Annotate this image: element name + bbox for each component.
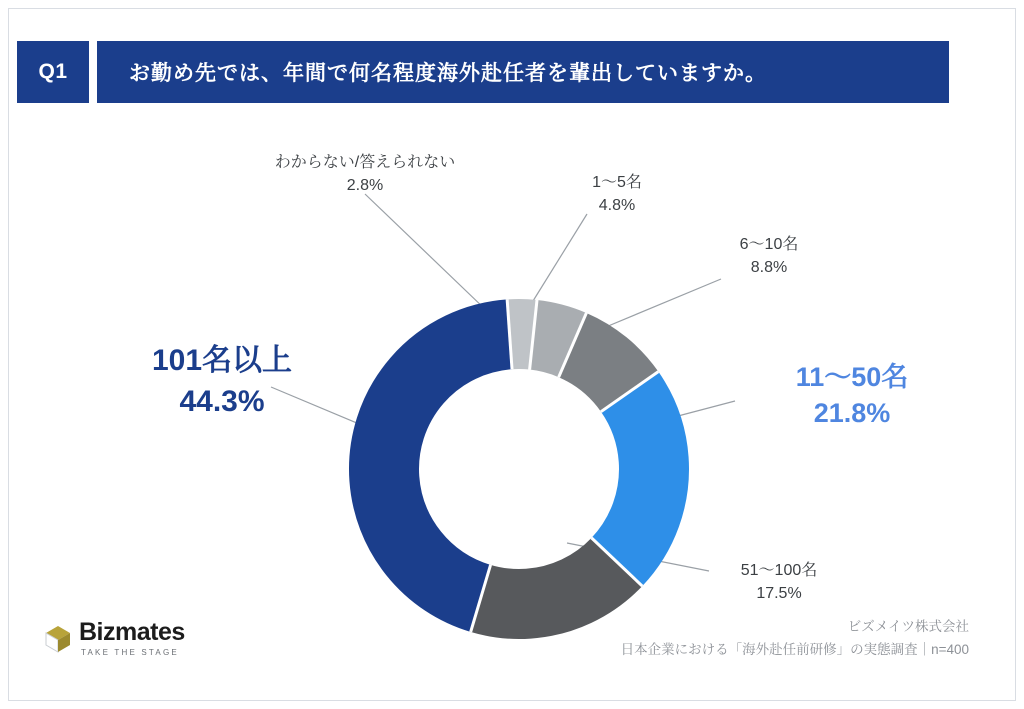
label-wakaranai-name: わからない/答えられない [274,154,456,171]
question-number-badge: Q1 [17,41,89,103]
label-51-100-name: 51〜100名 [740,562,818,579]
donut-svg [329,279,709,659]
slide-footer [9,616,1017,678]
label-1-5 [557,171,677,217]
logo-text [79,620,185,657]
footer-company: ビズメイツ株式会社 [847,619,969,634]
label-101-plus-name: 101名以上 [151,344,293,377]
label-101-plus [97,341,347,422]
label-11-50-pct: 21.8% [813,398,891,429]
question-header [17,41,949,103]
logo-tagline: TAKE THE STAGE [81,648,179,657]
logo-wordmark: Bizmates [79,618,185,646]
label-6-10 [709,233,829,279]
footer-credit [621,616,969,662]
slide-canvas [8,8,1016,701]
label-1-5-name: 1〜5名 [592,174,642,191]
label-101-plus-pct: 44.3% [179,384,265,418]
bizmates-logo [45,620,185,657]
donut-chart [9,119,1017,639]
label-6-10-name: 6〜10名 [739,236,799,253]
question-title-bar [97,41,949,103]
label-11-50 [737,359,967,432]
label-wakaranai-pct: 2.8% [346,177,384,195]
label-51-100 [709,559,849,605]
question-title: お勤め先では、年間で何名程度海外赴任者を輩出していますか。 [129,62,767,85]
label-6-10-pct: 8.8% [750,259,788,277]
label-51-100-pct: 17.5% [756,585,802,603]
label-11-50-name: 11〜50名 [795,362,909,392]
label-wakaranai [245,151,485,197]
label-1-5-pct: 4.8% [598,197,636,215]
footer-survey: 日本企業における「海外赴任前研修」の実態調査｜n=400 [620,641,969,657]
cube-icon [45,625,71,653]
